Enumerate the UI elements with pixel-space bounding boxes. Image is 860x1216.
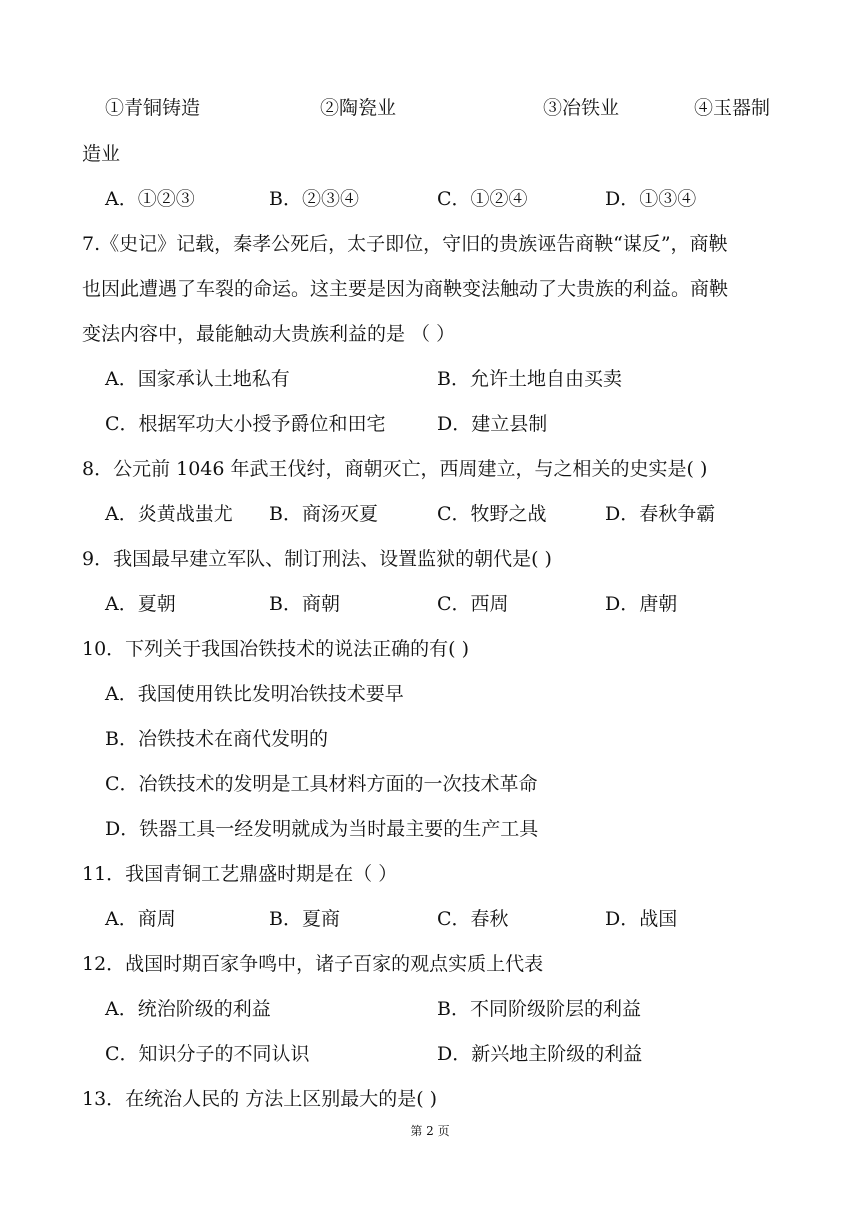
q6-option-a: A．①②③ [105, 188, 195, 210]
q8-option-b: B．商汤灭夏 [269, 503, 378, 525]
q7-option-d: D．建立县制 [437, 413, 548, 435]
q9-option-d: D．唐朝 [605, 593, 678, 615]
q8-option-a: A．炎黄战蚩尤 [105, 503, 233, 525]
q10-option-a: A．我国使用铁比发明冶铁技术要早 [105, 683, 404, 705]
q10-text: 10．下列关于我国冶铁技术的说法正确的有( ) [82, 638, 470, 660]
q6-option-c: C．①②④ [437, 188, 528, 210]
page-number: 第 2 页 [410, 1124, 450, 1138]
q7-option-c: C．根据军功大小授予爵位和田宅 [105, 413, 386, 435]
q6-option-d: D．①③④ [605, 188, 697, 210]
q8-option-d: D．春秋争霸 [605, 503, 716, 525]
q7-text-line-3: 变法内容中，最能触动大贵族利益的是 （ ） [82, 323, 456, 345]
q6-item-1: ①青铜铸造 [105, 97, 201, 119]
q6-item-4: ④玉器制 [694, 97, 771, 119]
q9-option-b: B．商朝 [269, 593, 340, 615]
q7-text-line-1: 7.《史记》记载，秦孝公死后，太子即位，守旧的贵族诬告商鞅“谋反”，商鞅 [82, 233, 728, 255]
q11-option-c: C．春秋 [437, 908, 509, 930]
q8-text: 8．公元前 1046 年武王伐纣，商朝灭亡，西周建立，与之相关的史实是( ) [82, 458, 708, 480]
q12-option-b: B．不同阶级阶层的利益 [437, 998, 641, 1020]
q10-option-c: C．冶铁技术的发明是工具材料方面的一次技术革命 [105, 773, 538, 795]
q9-text: 9．我国最早建立军队、制订刑法、设置监狱的朝代是( ) [82, 548, 552, 570]
q11-text: 11．我国青铜工艺鼎盛时期是在（ ） [82, 863, 398, 885]
q12-text: 12．战国时期百家争鸣中，诸子百家的观点实质上代表 [82, 953, 544, 975]
q10-option-b: B．冶铁技术在商代发明的 [105, 728, 328, 750]
q9-option-c: C．西周 [437, 593, 509, 615]
q9-option-a: A．夏朝 [105, 593, 176, 615]
q11-option-a: A．商周 [105, 908, 176, 930]
q6-item-3: ③冶铁业 [543, 97, 620, 119]
q7-option-b: B．允许土地自由买卖 [437, 368, 622, 390]
q11-option-d: D．战国 [605, 908, 678, 930]
q8-option-c: C．牧野之战 [437, 503, 547, 525]
q6-item-4-wrap: 造业 [82, 143, 121, 165]
q6-option-b: B．②③④ [269, 188, 359, 210]
q12-option-c: C．知识分子的不同认识 [105, 1043, 310, 1065]
q6-item-2: ②陶瓷业 [320, 97, 397, 119]
q7-option-a: A．国家承认土地私有 [105, 368, 290, 390]
q13-text: 13．在统治人民的 方法上区别最大的是( ) [82, 1088, 438, 1110]
q7-text-line-2: 也因此遭遇了车裂的命运。这主要是因为商鞅变法触动了大贵族的利益。商鞅 [82, 278, 729, 300]
q10-option-d: D．铁器工具一经发明就成为当时最主要的生产工具 [105, 818, 539, 840]
q11-option-b: B．夏商 [269, 908, 340, 930]
q12-option-a: A．统治阶级的利益 [105, 998, 271, 1020]
q12-option-d: D．新兴地主阶级的利益 [437, 1043, 643, 1065]
